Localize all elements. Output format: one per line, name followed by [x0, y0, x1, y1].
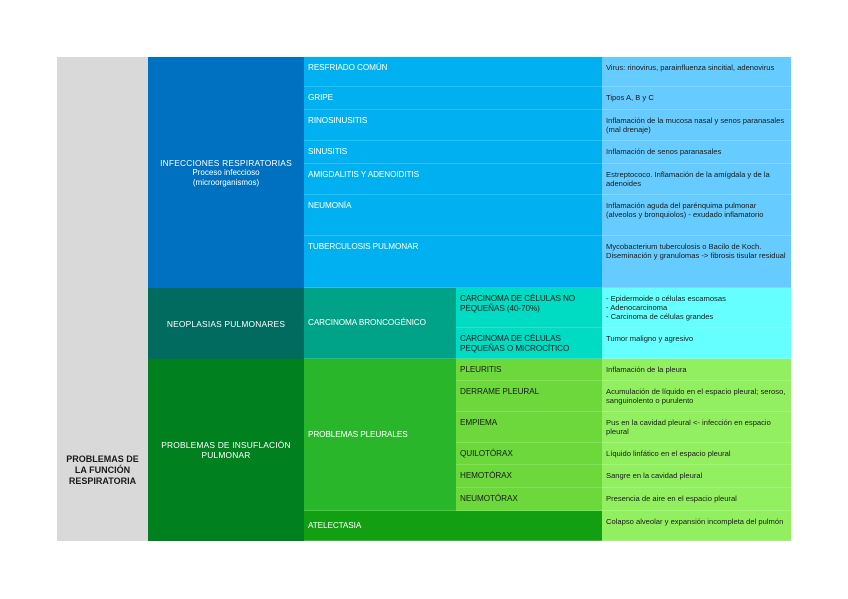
pleural-empiema: EMPIEMA — [456, 412, 602, 443]
category-title: NEOPLASIAS PULMONARES — [166, 318, 286, 329]
desc-gripe: Tipos A, B y C — [602, 87, 791, 110]
neoplasia-type-no-pequenas: CARCINOMA DE CÉLULAS NO PEQUEÑAS (40-70%) — [456, 288, 602, 328]
list-item: - Epidermoide o células escamosas — [606, 294, 787, 303]
desc-no-pequenas — [602, 288, 791, 328]
disease-rinosinusitis: RINOSINUSITIS — [304, 110, 602, 141]
desc-pleuritis: Inflamación de la pleura — [602, 359, 791, 381]
insuflacion-subcategory: PROBLEMAS PLEURALES — [304, 359, 456, 511]
disease-amigdalitis: AMIGDALITIS Y ADENOIDITIS — [304, 164, 602, 195]
list-item: - Carcinoma de células grandes — [606, 312, 787, 321]
root-line-2: LA FUNCIÓN — [74, 465, 131, 475]
pleural-pleuritis: PLEURITIS — [456, 359, 602, 381]
pleural-neumotorax: NEUMOTÓRAX — [456, 488, 602, 511]
category-subtitle: Proceso infeccioso — [192, 168, 260, 177]
category-title: PULMONAR — [201, 450, 251, 460]
disease-gripe: GRIPE — [304, 87, 602, 110]
neoplasia-type-pequenas: CARCINOMA DE CÉLULAS PEQUEÑAS O MICROCÍTICO — [456, 328, 602, 359]
category-title: INFECCIONES RESPIRATORIAS — [160, 158, 292, 168]
category-infecciones — [148, 57, 304, 288]
category-insuflacion — [148, 359, 304, 541]
disease-tuberculosis: TUBERCULOSIS PULMONAR — [304, 236, 602, 288]
root-line-1: PROBLEMAS DE — [66, 454, 139, 464]
desc-empiema: Pus en la cavidad pleural <- infección en espacio pleural — [602, 412, 791, 443]
desc-rinosinusitis: Inflamación de la mucosa nasal y senos paranasales (mal drenaje) — [602, 110, 791, 141]
category-neoplasias — [148, 288, 304, 359]
neoplasia-subcategory: CARCINOMA BRONCOGÉNICO — [304, 288, 456, 359]
pleural-derrame: DERRAME PLEURAL — [456, 381, 602, 412]
desc-amigdalitis: Estreptococo. Inflamación de la amígdala y de la adenoides — [602, 164, 791, 195]
pleural-hemotorax: HEMOTÓRAX — [456, 465, 602, 488]
desc-neumotorax: Presencia de aire en el espacio pleural — [602, 488, 791, 511]
desc-atelectasia: Colapso alveolar y expansión incompleta del pulmón — [602, 511, 791, 541]
desc-pequenas: Tumor maligno y agresivo — [602, 328, 791, 359]
root-label — [57, 57, 148, 541]
desc-neumonia: Inflamación aguda del parénquima pulmonar (alveolos y bronquiolos) - exudado inflamatorio — [602, 195, 791, 236]
disease-neumonia: NEUMONÍA — [304, 195, 602, 236]
root-line-3: RESPIRATORIA — [68, 476, 137, 486]
disease-atelectasia: ATELECTASIA — [304, 511, 602, 541]
desc-tuberculosis: Mycobacterium tuberculosis o Bacilo de Koch. Diseminación y granulomas -> fibrosis tisular residual — [602, 236, 791, 288]
category-subtitle: (microorganismos) — [192, 177, 260, 187]
desc-quilotorax: Líquido linfático en el espacio pleural — [602, 443, 791, 465]
desc-derrame: Acumulación de líquido en el espacio pleural; seroso, sanguinolento o purulento — [602, 381, 791, 412]
desc-sinusitis: Inflamación de senos paranasales — [602, 141, 791, 164]
disease-sinusitis: SINUSITIS — [304, 141, 602, 164]
pleural-quilotorax: QUILOTÓRAX — [456, 443, 602, 465]
desc-resfriado: Virus: rinovirus, parainfluenza sincitial, adenovirus — [602, 57, 791, 87]
disease-resfriado: RESFRIADO COMÚN — [304, 57, 602, 87]
category-title: PROBLEMAS DE INSUFLACIÓN — [161, 440, 291, 450]
list-item: - Adenocarcinoma — [606, 303, 787, 312]
desc-hemotorax: Sangre en la cavidad pleural — [602, 465, 791, 488]
